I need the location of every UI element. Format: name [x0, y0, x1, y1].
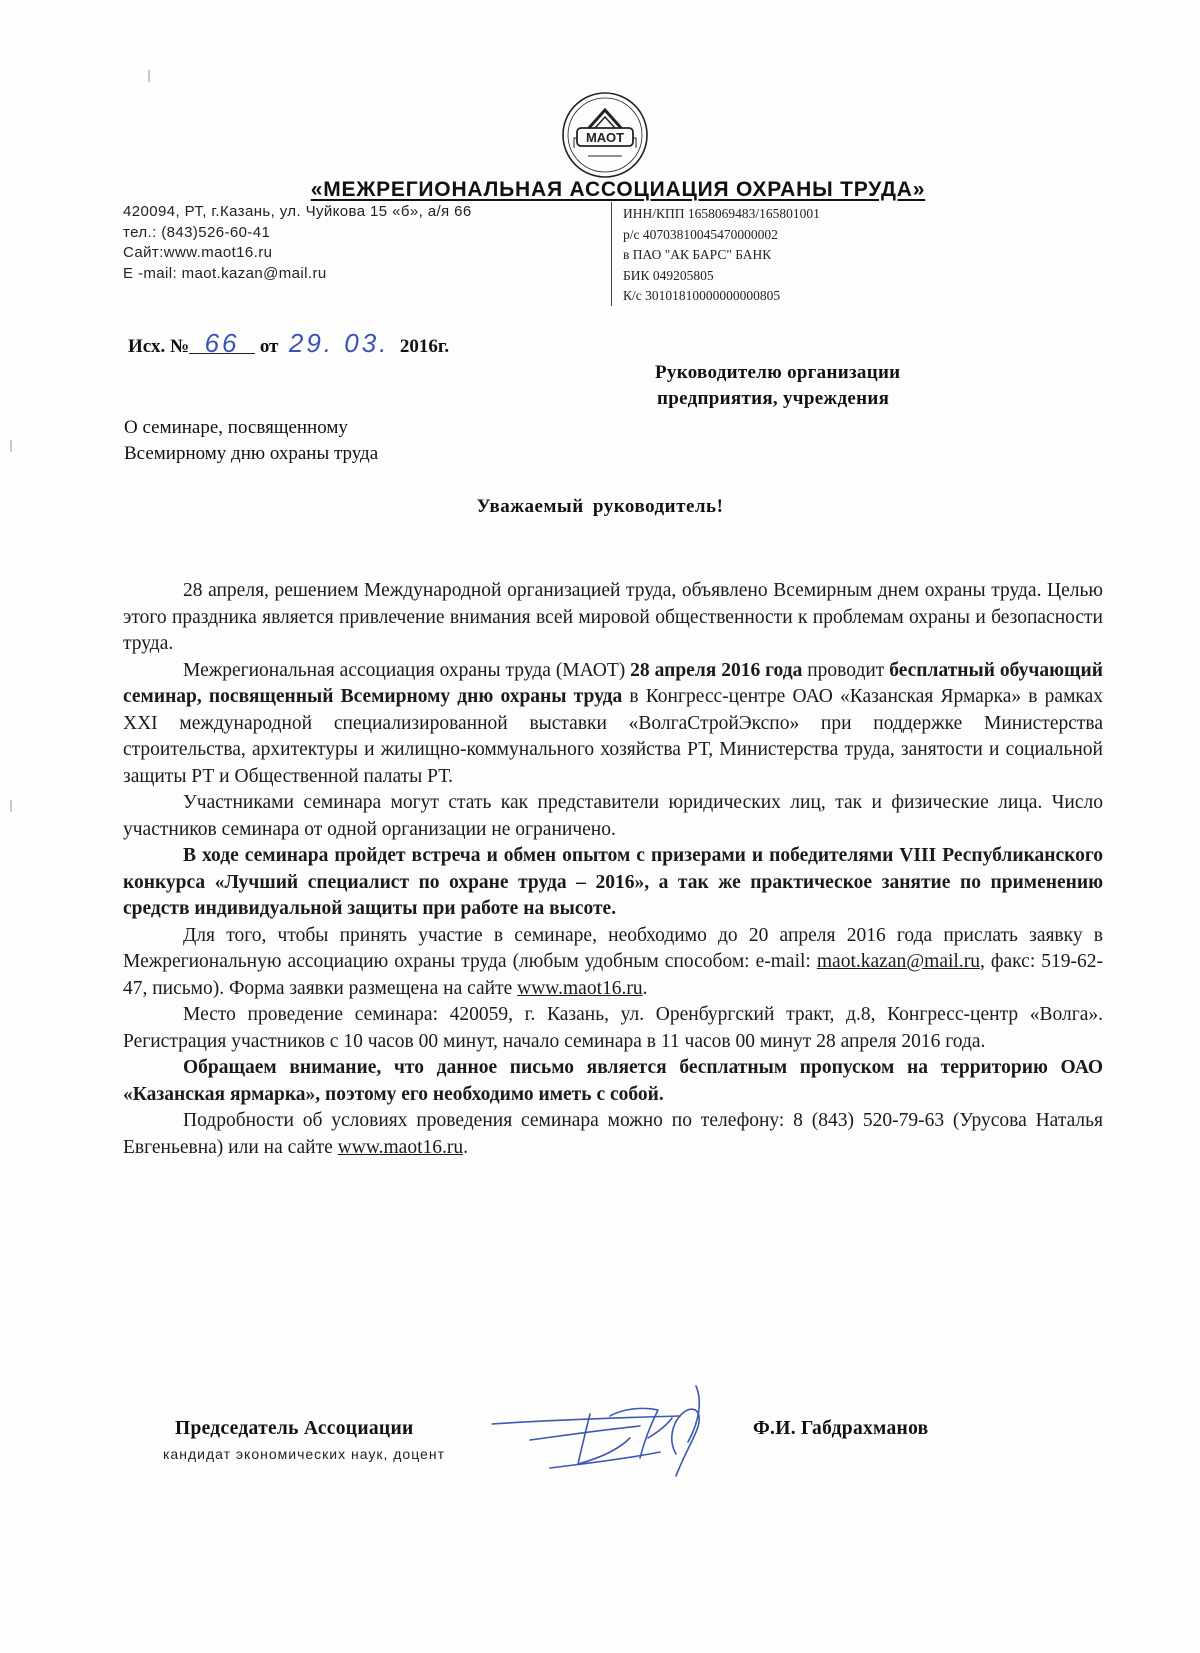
paragraph — [123, 1108, 1103, 1161]
maot-logo — [560, 90, 650, 180]
contact-website: Сайт:www.maot16.ru — [123, 244, 273, 261]
outgoing-from-label: от — [259, 336, 279, 357]
text-span: , факс: 519-62-47, письмо). Форма заявки размещена на сайте — [123, 951, 1104, 999]
signatory-degree: кандидат экономических наук, доцент — [163, 1446, 445, 1462]
handwritten-signature — [490, 1380, 735, 1490]
bank-details — [623, 204, 820, 307]
website-link[interactable]: www.maot16.ru — [337, 1136, 464, 1158]
paragraph — [123, 923, 1103, 1003]
text-span: в Конгресс-центре ОАО «Казанская Ярмарка» в рамках XXI международной специализированной выставки «ВолгаСтройЭкспо» при поддержке Министерства строительства, архитектуры и жилищно-коммунального хозяйства РТ, Министерства труда, занятости и социальной защиты РТ и Общественной палаты РТ. — [123, 686, 1103, 787]
subject-line: О семинаре, посвященному — [124, 417, 348, 438]
text-span: Подробности об условиях проведения семинара можно по телефону: 8 (843) 520-79-63 (Урусова Наталья Евгеньевна) или на сайте — [123, 1110, 1103, 1158]
addressee — [655, 360, 900, 412]
scan-speck — [10, 800, 12, 812]
signatory-title: Председатель Ассоциации — [175, 1418, 414, 1439]
bank-corr-account: К/с 30101810000000000805 — [623, 288, 781, 303]
bank-inn: ИНН/КПП 1658069483/165801001 — [623, 206, 820, 221]
bank-bik: БИК 049205805 — [623, 267, 714, 283]
addressee-line: Руководителю организации — [655, 362, 901, 383]
outgoing-year: 2016г. — [399, 336, 450, 357]
bold-paragraph-text: В ходе семинара пройдет встреча и обмен опытом с призерами и победителями VIII Республиканского конкурса «Лучший специалист по охране труда – 2016», а так же практическое занятие по применению средств индивидуальной защиты при работе на высоте. — [123, 845, 1103, 919]
contact-phone: тел.: (843)526-60-41 — [123, 223, 271, 241]
subject — [124, 415, 378, 467]
paragraph: Участниками семинара могут стать как представители юридических лиц, так и физические лица. Число участников семинара от одной организации не ограничено. — [123, 792, 1103, 840]
organization-name: «МЕЖРЕГИОНАЛЬНАЯ АССОЦИАЦИЯ ОХРАНЫ ТРУДА» — [310, 178, 926, 201]
email-link[interactable]: maot.kazan@mail.ru — [816, 951, 980, 972]
text-span: . — [463, 1136, 468, 1158]
paragraph: Место проведение семинара: 420059, г. Казань, ул. Оренбургский тракт, д.8, Конгресс-центр «Волга». Регистрация участников с 10 часов 00 минут, начало семинара в 11 часов 00 минут 28 апреля 2016 года. — [123, 1004, 1103, 1052]
paragraph: 28 апреля, решением Международной организацией труда, объявлено Всемирным днем охраны труда. Целью этого праздника является привлечение внимания всей мировой общественности к проблемам охраны и безопасности труда. — [123, 580, 1103, 654]
signatory-name: Ф.И. Габдрахманов — [753, 1418, 929, 1439]
paragraph — [123, 843, 1103, 923]
event-date: 28 апреля 2016 года — [630, 659, 803, 681]
bold-paragraph-text: Обращаем внимание, что данное письмо является бесплатным пропуском на территорию ОАО «Казанская ярмарка», поэтому его необходимо иметь с собой. — [123, 1057, 1103, 1105]
subject-line: Всемирному дню охраны труда — [124, 443, 379, 464]
website-link[interactable]: www.maot16.ru — [517, 977, 643, 999]
letter-body — [123, 578, 1103, 1161]
text-span: . — [642, 977, 648, 999]
contact-email: E -mail: maot.kazan@mail.ru — [123, 264, 327, 282]
bank-account: р/с 40703810045470000002 — [623, 226, 778, 242]
logo-text: МАОТ — [585, 130, 625, 145]
greeting: Уважаемый руководитель! — [476, 496, 724, 517]
paragraph — [123, 658, 1103, 791]
outgoing-label: Исх. № — [128, 336, 190, 357]
addressee-line: предприятия, учреждения — [657, 388, 890, 409]
bank-name: в ПАО "АК БАРС" БАНК — [623, 247, 772, 262]
text-span: Для того, чтобы принять участие в семинаре, необходимо до 20 апреля 2016 года прислать заявку в Межрегиональную ассоциацию охраны труда (любым удобным способом: e-mail: — [123, 924, 1103, 972]
outgoing-date: 29. 03. — [288, 328, 390, 358]
contact-address: 420094, РТ, г.Казань, ул. Чуйкова 15 «б», а/я 66 — [123, 203, 472, 220]
paragraph — [123, 1055, 1103, 1108]
header-divider — [611, 202, 612, 306]
outgoing-reference — [128, 328, 450, 358]
text-span: проводит — [807, 659, 885, 681]
event-title: бесплатный обучающий семинар, посвященный Всемирному дню охраны труда — [123, 659, 1103, 707]
text-span: Межрегиональная ассоциация охраны труда (МАОТ) — [183, 659, 626, 681]
outgoing-number: 66 — [189, 333, 255, 354]
contact-block — [123, 202, 472, 284]
scan-speck — [10, 440, 12, 452]
scan-speck — [148, 70, 150, 82]
